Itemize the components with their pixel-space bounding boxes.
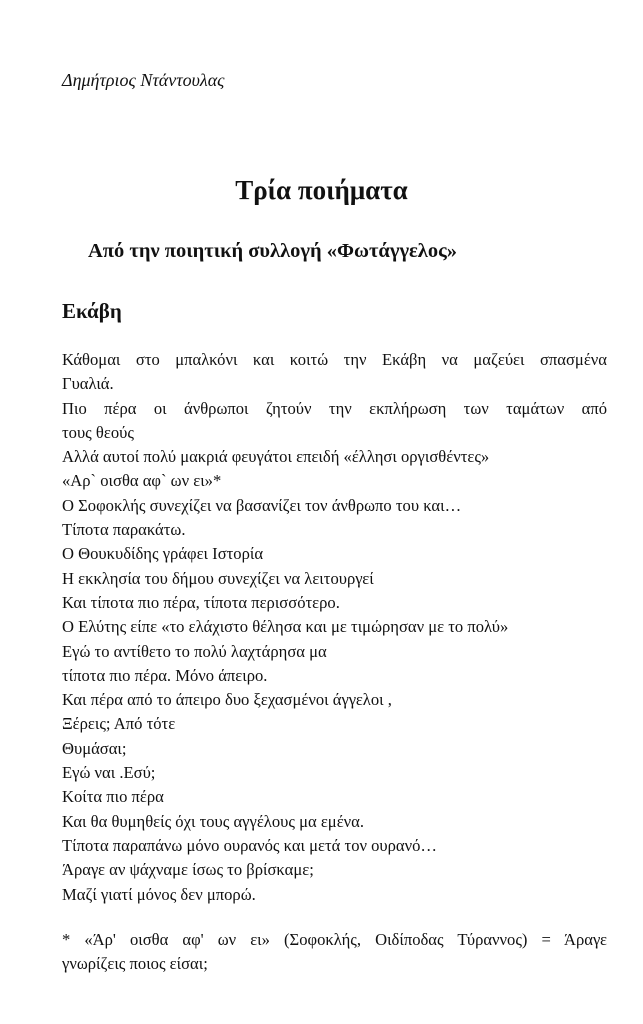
author-name: Δημήτριος Ντάντουλας [62, 70, 225, 90]
poem-title: Εκάβη [62, 299, 122, 323]
poem-line: Η εκκλησία του δήμου συνεχίζει να λειτουργεί [62, 568, 374, 588]
poem-line: Εγώ το αντίθετο το πολύ λαχτάρησα μα [62, 641, 327, 661]
poem-line: Και πέρα από το άπειρο δυο ξεχασμένοι άγγελοι , [62, 690, 392, 710]
poem-line: Ξέρεις; Από τότε [62, 714, 176, 734]
footnote-line: * «Άρ' οισθα αφ' ων ει» (Σοφοκλής, Οιδίποδας Τύραννος) = Άραγε [62, 930, 607, 949]
poem-line: Ο Σοφοκλής συνεχίζει να βασανίζει τον άνθρωπο του και… [62, 495, 462, 515]
poem-line: Τίποτα παραπάνω μόνο ουρανός και μετά τον ουρανό… [62, 835, 438, 855]
poem-line: Πιο πέρα οι άνθρωποι ζητούν την εκπλήρωση των ταμάτων από [62, 398, 607, 418]
poem-line: Μαζί γιατί μόνος δεν μπορώ. [62, 884, 256, 904]
poem-line: Αλλά αυτοί πολύ μακριά φευγάτοι επειδή «έλλησι οργισθέντες» [62, 447, 490, 467]
poem-line: Εγώ ναι .Εσύ; [62, 763, 156, 783]
poem-line: Κοίτα πιο πέρα [62, 787, 164, 807]
poem-line: Θυμάσαι; [62, 738, 127, 758]
poem-line: Και θα θυμηθείς όχι τους αγγέλους μα εμένα. [62, 811, 365, 831]
poem-line: Κάθομαι στο μπαλκόνι και κοιτώ την Εκάβη να μαζεύει σπασμένα [62, 350, 607, 369]
page-title: Τρία ποιήματα [235, 175, 408, 205]
poem-body [62, 348, 607, 907]
poem-line: τους θεούς [62, 422, 134, 442]
footnote [62, 928, 607, 976]
poem-line: Τίποτα παρακάτω. [62, 520, 186, 540]
poem-line: Ο Θουκυδίδης γράφει Ιστορία [62, 544, 264, 564]
collection-subtitle: Από την ποιητική συλλογή «Φωτάγγελος» [88, 240, 458, 262]
poem-line: Άραγε αν ψάχναμε ίσως το βρίσκαμε; [62, 860, 314, 880]
poem-line: «Αρ` οισθα αφ` ων ει»* [62, 471, 222, 491]
poem-line: Γυαλιά. [62, 374, 114, 394]
poem-line: Και τίποτα πιο πέρα, τίποτα περισσότερο. [62, 592, 340, 612]
footnote-line: γνωρίζεις ποιος είσαι; [62, 954, 208, 973]
poem-line: τίποτα πιο πέρα. Μόνο άπειρο. [62, 665, 268, 685]
poem-line: Ο Ελύτης είπε «το ελάχιστο θέλησα και με τιμώρησαν με το πολύ» [62, 617, 509, 637]
